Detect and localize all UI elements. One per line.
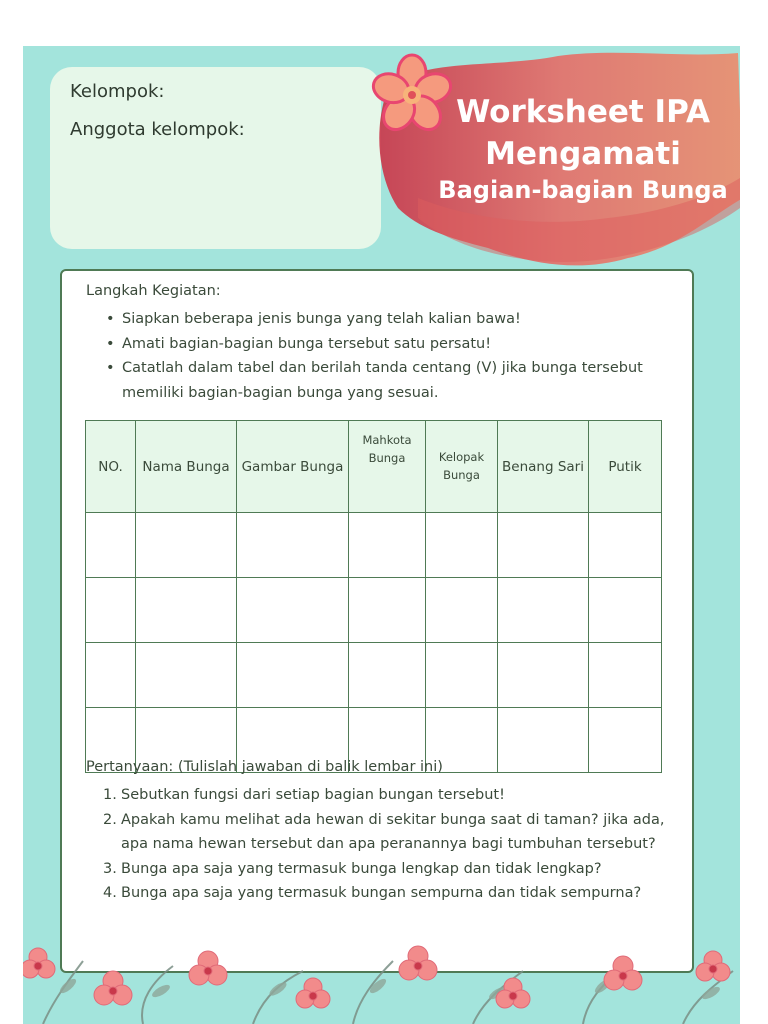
- question-item: [103, 783, 677, 808]
- table-cell[interactable]: [498, 513, 589, 578]
- step-item: • Catatlah dalam tabel dan berilah tanda centang (V) jika bunga tersebut memiliki bagian-bagian bunga yang sesuai.: [122, 356, 662, 405]
- title-line-1: Worksheet IPA: [456, 94, 710, 130]
- question-text: Bunga apa saja yang termasuk bunga lengkap dan tidak lengkap?: [121, 860, 602, 877]
- question-text: Bunga apa saja yang termasuk bungan sempurna dan tidak sempurna?: [121, 885, 642, 901]
- group-label: Kelompok:: [70, 81, 165, 102]
- table-cell[interactable]: [498, 708, 589, 773]
- table-cell[interactable]: [349, 578, 426, 643]
- table-cell[interactable]: [589, 643, 662, 708]
- table-cell[interactable]: [589, 578, 662, 643]
- header-mahkota-bunga: Mahkota Bunga: [349, 421, 426, 513]
- question-number: 4.: [103, 885, 117, 901]
- header-kelopak-bunga: Kelopak Bunga: [426, 421, 498, 513]
- flower-border-decoration: [23, 941, 740, 1024]
- table-cell[interactable]: [349, 643, 426, 708]
- activity-card: [60, 269, 694, 973]
- question-number: 2.: [103, 811, 117, 828]
- observation-table: [85, 420, 662, 773]
- question-item: [103, 857, 677, 882]
- table-cell[interactable]: [86, 513, 136, 578]
- members-label: Anggota kelompok:: [70, 119, 245, 140]
- header-gambar-bunga: Gambar Bunga: [237, 421, 349, 513]
- table-cell[interactable]: [237, 643, 349, 708]
- title-line-3: Bagian-bagian Bunga: [438, 176, 728, 204]
- worksheet-page: [23, 46, 740, 1024]
- table-cell[interactable]: [589, 708, 662, 773]
- group-info-box: [50, 67, 381, 249]
- header-benang-sari: Benang Sari: [498, 421, 589, 513]
- table-cell[interactable]: [426, 513, 498, 578]
- table-cell[interactable]: [498, 643, 589, 708]
- question-item: [103, 808, 677, 857]
- steps-list: [122, 307, 662, 405]
- questions-list: [103, 783, 677, 906]
- table-cell[interactable]: [237, 513, 349, 578]
- question-number: 1.: [103, 787, 117, 803]
- header-putik: Putik: [589, 421, 662, 513]
- table-cell[interactable]: [86, 643, 136, 708]
- table-cell[interactable]: [237, 578, 349, 643]
- table-cell[interactable]: [349, 513, 426, 578]
- question-text: Sebutkan fungsi dari setiap bagian bungan tersebut!: [121, 787, 505, 803]
- question-item: [103, 881, 677, 906]
- question-text: Apakah kamu melihat ada hewan di sekitar bunga saat di taman? jika ada, apa nama hewan tersebut dan apa peranannya bagi tumbuhan tersebut?: [121, 811, 665, 852]
- table-cell[interactable]: [136, 513, 237, 578]
- table-cell[interactable]: [498, 578, 589, 643]
- header-no: NO.: [86, 421, 136, 513]
- questions-title: Pertanyaan: (Tulislah jawaban di balik lembar ini): [86, 759, 443, 775]
- table-row: [86, 578, 662, 643]
- table-cell[interactable]: [426, 643, 498, 708]
- steps-title: Langkah Kegiatan:: [86, 283, 221, 299]
- question-number: 3.: [103, 860, 117, 877]
- table-cell[interactable]: [86, 578, 136, 643]
- table-cell[interactable]: [426, 578, 498, 643]
- table-header-row: [86, 421, 662, 513]
- table-cell[interactable]: [589, 513, 662, 578]
- step-item: • Siapkan beberapa jenis bunga yang telah kalian bawa!: [122, 307, 662, 332]
- title-line-2: Mengamati: [485, 136, 681, 172]
- table-cell[interactable]: [136, 643, 237, 708]
- step-item: • Amati bagian-bagian bunga tersebut satu persatu!: [122, 332, 662, 357]
- header-nama-bunga: Nama Bunga: [136, 421, 237, 513]
- table-row: [86, 513, 662, 578]
- table-cell[interactable]: [136, 578, 237, 643]
- table-row: [86, 643, 662, 708]
